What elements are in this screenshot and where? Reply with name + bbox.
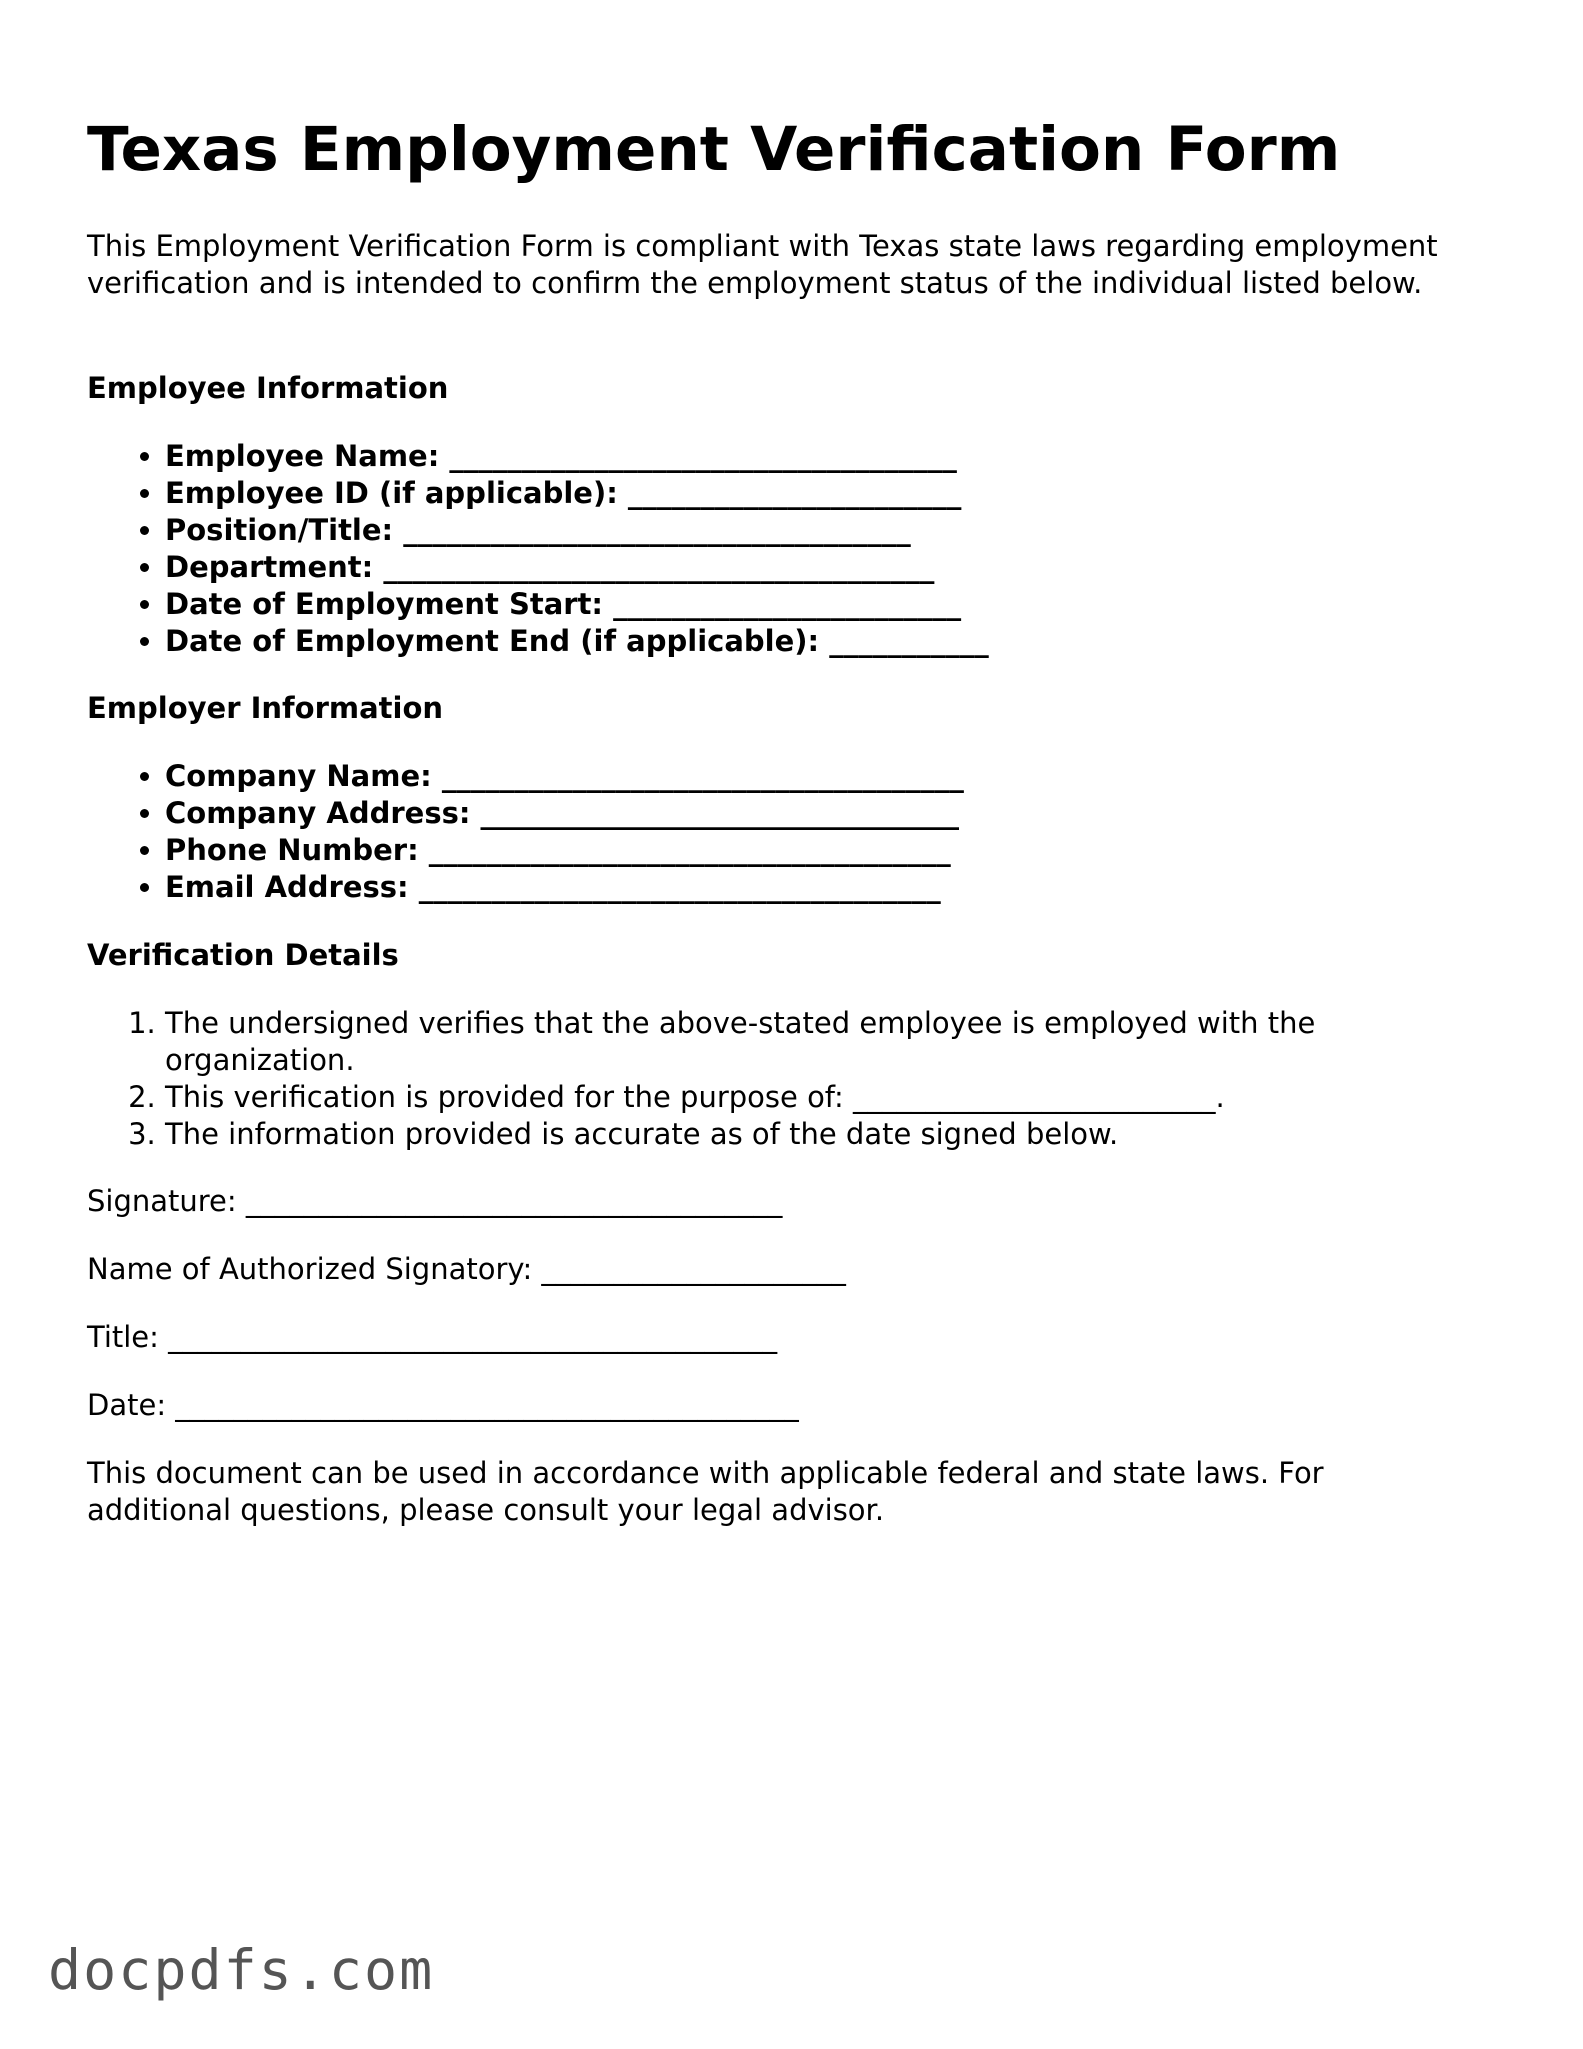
company-name-field: • Company Name: ____________________________________: [165, 758, 1485, 795]
date-line: Date: ___________________________________________: [87, 1388, 799, 1422]
intro-paragraph: This Employment Verification Form is compliant with Texas state laws regarding employment verification and is intended to confirm the employment status of the individual listed below.: [87, 229, 1438, 300]
employment-start-field: • Date of Employment Start: ________________________: [165, 586, 1485, 623]
watermark-text: docpdfs.com: [48, 1938, 435, 2002]
footer-note: This document can be used in accordance with applicable federal and state laws. For additional questions, please consult your legal advisor.: [87, 1456, 1324, 1527]
employee-info-heading: Employee Information: [87, 371, 449, 405]
employee-name-field: • Employee Name: ___________________________________: [165, 438, 1485, 475]
verification-item: 1. The undersigned verifies that the above-stated employee is employed with the organization.: [165, 1005, 1485, 1079]
document-title: Texas Employment Verification Form: [87, 114, 1341, 185]
verification-item: 3. The information provided is accurate as of the date signed below.: [165, 1116, 1485, 1153]
position-title-field: • Position/Title: ___________________________________: [165, 512, 1485, 549]
employee-info-list: [87, 438, 1485, 660]
phone-number-field: • Phone Number: ____________________________________: [165, 832, 1485, 869]
employee-id-field: • Employee ID (if applicable): _______________________: [165, 475, 1485, 512]
verification-item: 2. This verification is provided for the purpose of: _________________________.: [165, 1079, 1485, 1116]
employer-info-list: [87, 758, 1485, 906]
employer-info-heading: Employer Information: [87, 691, 444, 725]
email-address-field: • Email Address: ____________________________________: [165, 869, 1485, 906]
signatory-title-line: Title: __________________________________________: [87, 1320, 778, 1354]
department-field: • Department: ______________________________________: [165, 549, 1485, 586]
employment-end-field: • Date of Employment End (if applicable): ___________: [165, 623, 1485, 660]
verification-details-heading: Verification Details: [87, 938, 399, 972]
verification-details-list: [87, 1005, 1485, 1153]
company-address-field: • Company Address: _________________________________: [165, 795, 1485, 832]
signature-line: Signature: _____________________________________: [87, 1184, 783, 1218]
authorized-signatory-line: Name of Authorized Signatory: _____________________: [87, 1252, 846, 1286]
